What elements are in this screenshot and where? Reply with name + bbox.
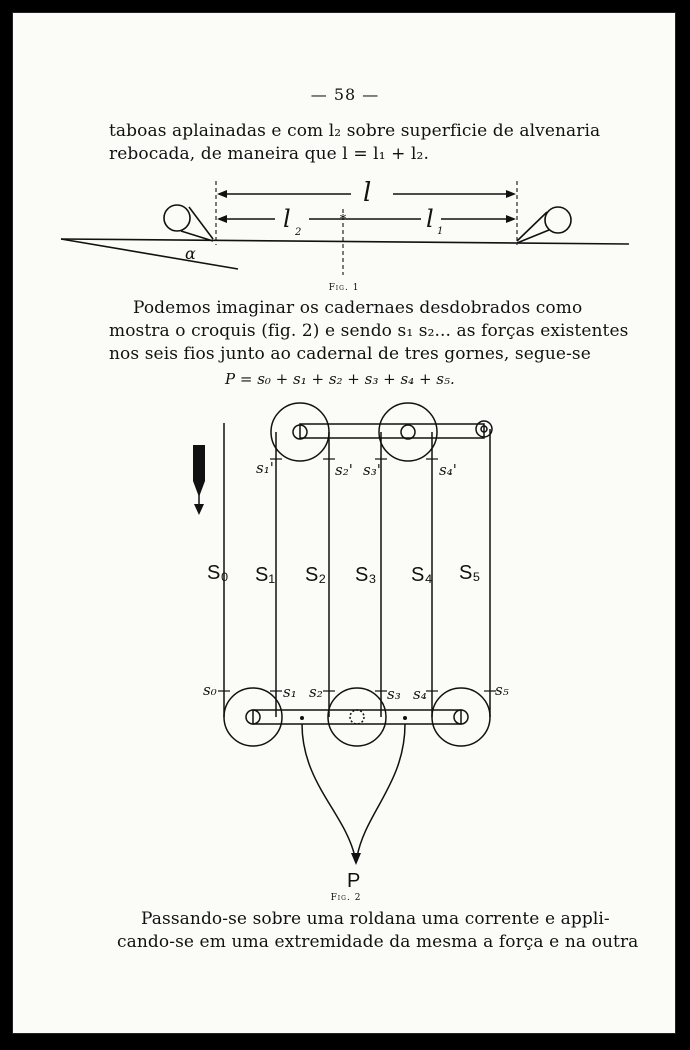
top-tension-label: s₂': [335, 461, 353, 479]
bottom-tension-label: s₅: [495, 681, 509, 699]
top-tension-label: s₁': [256, 459, 274, 477]
top-tension-label: s₃': [363, 461, 381, 479]
fig1-label-l2: l: [283, 205, 291, 233]
rope-label: S₂: [305, 564, 327, 586]
figure-1-caption: Fig. 1: [328, 283, 360, 293]
rope-label: S₁: [255, 564, 276, 586]
load-label: P: [347, 870, 361, 892]
equation: P = s₀ + s₁ + s₂ + s₃ + s₄ + s₅.: [225, 370, 455, 388]
bottom-tension-label: s₃: [387, 685, 401, 703]
rope-label: S₄: [411, 564, 433, 586]
paragraph-2-line-2: mostra o croquis (fig. 2) e sendo s₁ s₂... as forças existentes: [109, 321, 629, 341]
rope-label: S₃: [355, 564, 377, 586]
paragraph-2-line-1: Podemos imaginar os cadernaes desdobrados como: [133, 298, 583, 318]
fig1-label-l: l: [363, 178, 372, 208]
page-number: — 58 —: [310, 85, 380, 104]
bottom-tension-label: s₀: [203, 681, 217, 699]
bottom-tension-label: s₁: [283, 683, 297, 701]
fig1-label-l1-sub: 1: [437, 226, 444, 237]
paragraph-2-line-3: nos seis fios junto ao cadernal de tres gornes, segue-se: [109, 344, 591, 364]
fig1-label-alpha: α: [185, 244, 196, 263]
paragraph-1-line-2: rebocada, de maneira que l = l₁ + l₂.: [109, 144, 429, 164]
figure-2-caption: Fig. 2: [330, 893, 362, 903]
bottom-tension-label: s₂: [309, 683, 323, 701]
rope-label: S₅: [459, 562, 481, 584]
fig1-label-l1: l: [426, 205, 434, 233]
fig1-label-l2-sub: 2: [295, 227, 302, 238]
paragraph-3-line-2: cando-se em uma extremidade da mesma a força e na outra: [117, 932, 639, 952]
svg-text:*: *: [339, 212, 347, 227]
rope-label: S₀: [207, 562, 229, 584]
paragraph-3-line-1: Passando-se sobre uma roldana uma corrente e appli-: [141, 909, 610, 929]
bottom-tension-label: s₄: [413, 685, 427, 703]
top-tension-label: s₄': [439, 461, 457, 479]
paragraph-1-line-1: taboas aplainadas e com l₂ sobre superficie de alvenaria: [109, 121, 601, 141]
figure-2-diagram: [13, 13, 676, 1034]
book-page: [12, 12, 676, 1034]
